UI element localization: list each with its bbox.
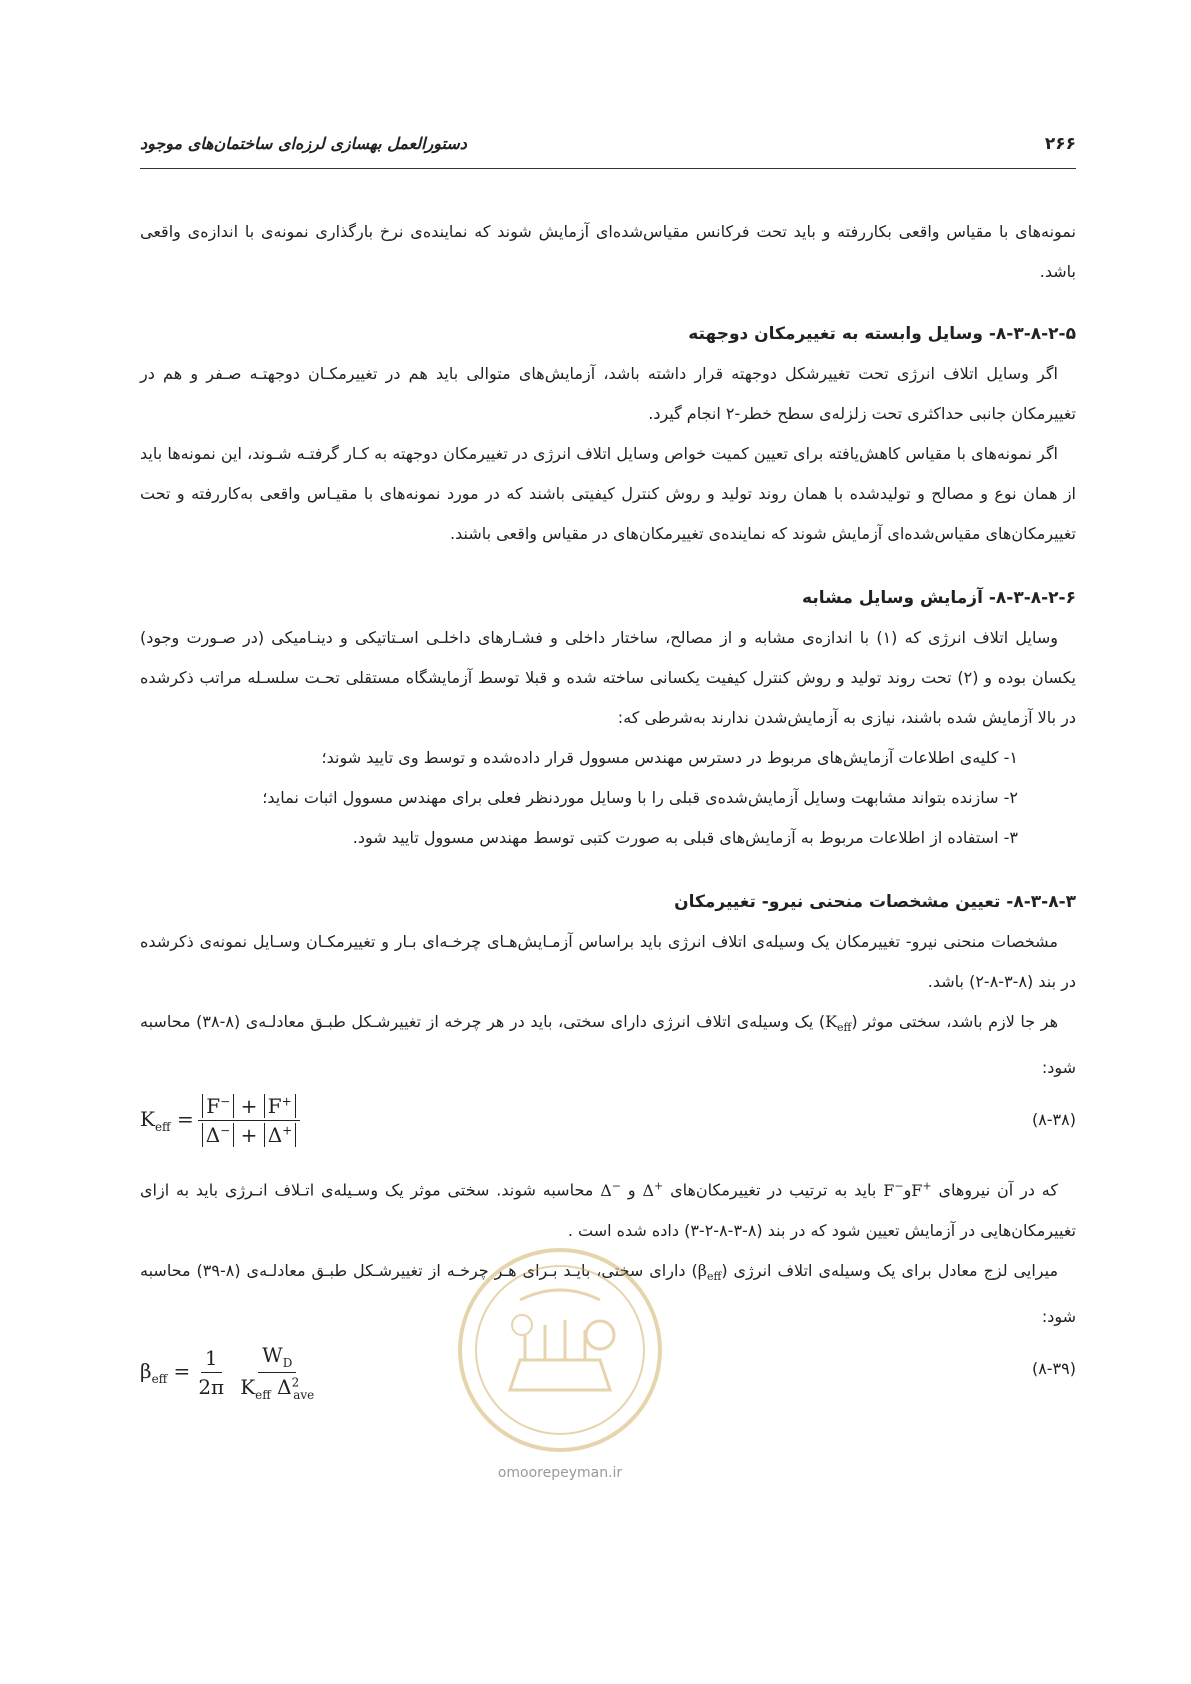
watermark-site-text: omoorepeyman.ir (497, 1465, 623, 1481)
publisher-seal-watermark (450, 1240, 670, 1460)
list-item: ۲- سازنده بتواند مشابهت وسایل آزمایش‌شده‌ی قبلی را با وسایل موردنظر فعلی برای مهندس مسوول اثبات نماید؛ (262, 788, 1018, 807)
section-heading-8-3-8-3: ۸-۳-۸-۳- تعیین مشخصات منحنی نیرو- تغییرمکان (674, 892, 1076, 912)
page-number: ۲۶۶ (1044, 134, 1076, 154)
text-run: و (627, 1180, 636, 1200)
paragraph-forces (140, 1166, 1076, 1250)
math-k-eff: $K_{eff}$ (825, 1012, 852, 1035)
text-run: میرایی لزج معادل برای یک وسیله‌ی اتلاف انرژی ( (721, 1260, 1059, 1280)
paragraph: اگر وسایل اتلاف انرژی تحت تغییرشکل دوجهته قرار داشته باشد، آزمایش‌های متوالی باید هم در تغییرمکـان دوجهتـه صـفر و هم در تغییرمکان جانبی حداکثری تحت زلزله‌ی سطح خطر-۲ انجام گیرد. (140, 364, 1076, 423)
fraction: $\frac{1}{2\pi}$ (198, 1345, 225, 1399)
header-divider (140, 168, 1076, 169)
math-f-plus: F+ (911, 1179, 932, 1200)
equation-number: (۸-۳۸) (1031, 1110, 1076, 1130)
paragraph: وسایل اتلاف انرژی که (۱) با اندازه‌ی مشابه و از مصالح، ساختار داخلی و فشـارهای داخلـی اسـتاتیکی و دینـامیکی (در صـورت وجود) یکسان بوده و (۲) تحت روند تولید و روش کنترل کیفیت یکسانی ساخته شده و قبلا توسط آزمایشگاه مستقلی تحـت سلسـله مراتب ذکرشده در بالا آزمایش شده باشند، نیازی به آزمایش‌شدن ندارند به‌شرطی که: (140, 628, 1077, 727)
text-run: محاسبه شوند. سختی موثر یک وسـیله‌ی اتـلاف انـرژی باید به ازای تغییرمکان‌هایی در آزمایش تعیین شود که در بند (۸-۳-۸-۲-۳) داده شده است . (140, 1180, 1076, 1240)
math-beta-eff: $\beta_{eff}$ (697, 1260, 722, 1283)
list-item: ۳- استفاده از اطلاعات مربوط به آزمایش‌های قبلی به صورت کتبی توسط مهندس مسوول تایید شود. (352, 828, 1018, 847)
paragraph: مشخصات منحنی نیرو- تغییرمکان یک وسیله‌ی اتلاف انرژی باید براساس آزمـایش‌هـای چرخـه‌ای بـار و تغییرمکـان وسـایل نمونه‌ی ذکرشده در بند (۸-۳-۸-۲) باشد. (140, 932, 1076, 991)
list-item: ۱- کلیه‌ی اطلاعات آزمایش‌های مربوط در دسترس مهندس مسوول قرار داده‌شده و توسط وی تایید شوند؛ (321, 748, 1018, 767)
fraction: $\frac{F^- + F^+}{\Delta^- + \Delta^+}$ (198, 1094, 301, 1147)
paragraph: اگر نمونه‌های با مقیاس کاهش‌یافته برای تعیین کمیت خواص وسایل اتلاف انرژی در تغییرمکان دوجهته به کـار گرفتـه شـوند، این نمونه‌ها باید از همان نوع و مصالح و تولیدشده با همان روند تولید و روش کنترل کیفیتی باشند که در مورد نمونه‌های با مقیـاس واقعی به‌کاررفته و تحت تغییرمکان‌های مقیاس‌شده‌ای آزمایش شوند که نماینده‌ی تغییرمکان‌های در مقیاس واقعی باشند. (140, 444, 1076, 543)
text-run: که در آن نیروهای (938, 1180, 1058, 1200)
paragraph-effective-stiffness (140, 1002, 1076, 1088)
section-heading-8-3-8-2-5: ۸-۳-۸-۲-۵- وسایل وابسته به تغییرمکان دوجهته (688, 324, 1076, 344)
page-body (140, 212, 1076, 1415)
math-delta-plus: Δ+ (642, 1179, 664, 1200)
equation-formula: $K_{eff}$ = $\frac{F^- + F^+}{\Delta^- + \Delta^+}$ (140, 1094, 304, 1147)
text-run: و (903, 1180, 912, 1200)
math-f-minus: F− (883, 1179, 904, 1200)
equation-8-38 (140, 1088, 1076, 1166)
text-run: ) دارای سختی، بایـد بـرای هـر چرخـه از تغییرشـکل طبـق معادلـه‌ی (۸-۳۹) محاسبه شود: (140, 1260, 1076, 1326)
running-header (140, 134, 1076, 162)
book-title: دستورالعمل بهسازی لرزه‌ای ساختمان‌های موجود (140, 134, 467, 153)
text-run: هر جا لازم باشد، سختی موثر ( (851, 1012, 1059, 1031)
text-run: ) یک وسیله‌ی اتلاف انرژی دارای سختی، باید در هر چرخه از تغییرشـکل طبـق معادلـه‌ی (۸-۳۸) محاسبه شود: (140, 1012, 1076, 1078)
fraction: $\frac{W_D}{K_{eff} \Delta^2_{ave}}$ (240, 1342, 315, 1402)
section-heading-8-3-8-2-6: ۸-۳-۸-۲-۶- آزمایش وسایل مشابه (802, 588, 1076, 608)
text-run: باید به ترتیب در تغییرمکان‌های (670, 1180, 877, 1200)
math-delta-minus: Δ− (600, 1179, 621, 1200)
equation-number: (۸-۳۹) (1031, 1358, 1076, 1378)
intro-paragraph: نمونه‌های با مقیاس واقعی بکاررفته و باید تحت فرکانس مقیاس‌شده‌ای آزمایش شوند که نماینده‌ی نرخ بارگذاری نمونه‌ی با اندازه‌ی واقعی باشد. (140, 222, 1076, 281)
equation-formula: $\beta_{eff}$ = $\frac{1}{2\pi}$ $\frac{W_D}{K_{eff} \Delta^2_{ave}}$ (140, 1343, 322, 1402)
